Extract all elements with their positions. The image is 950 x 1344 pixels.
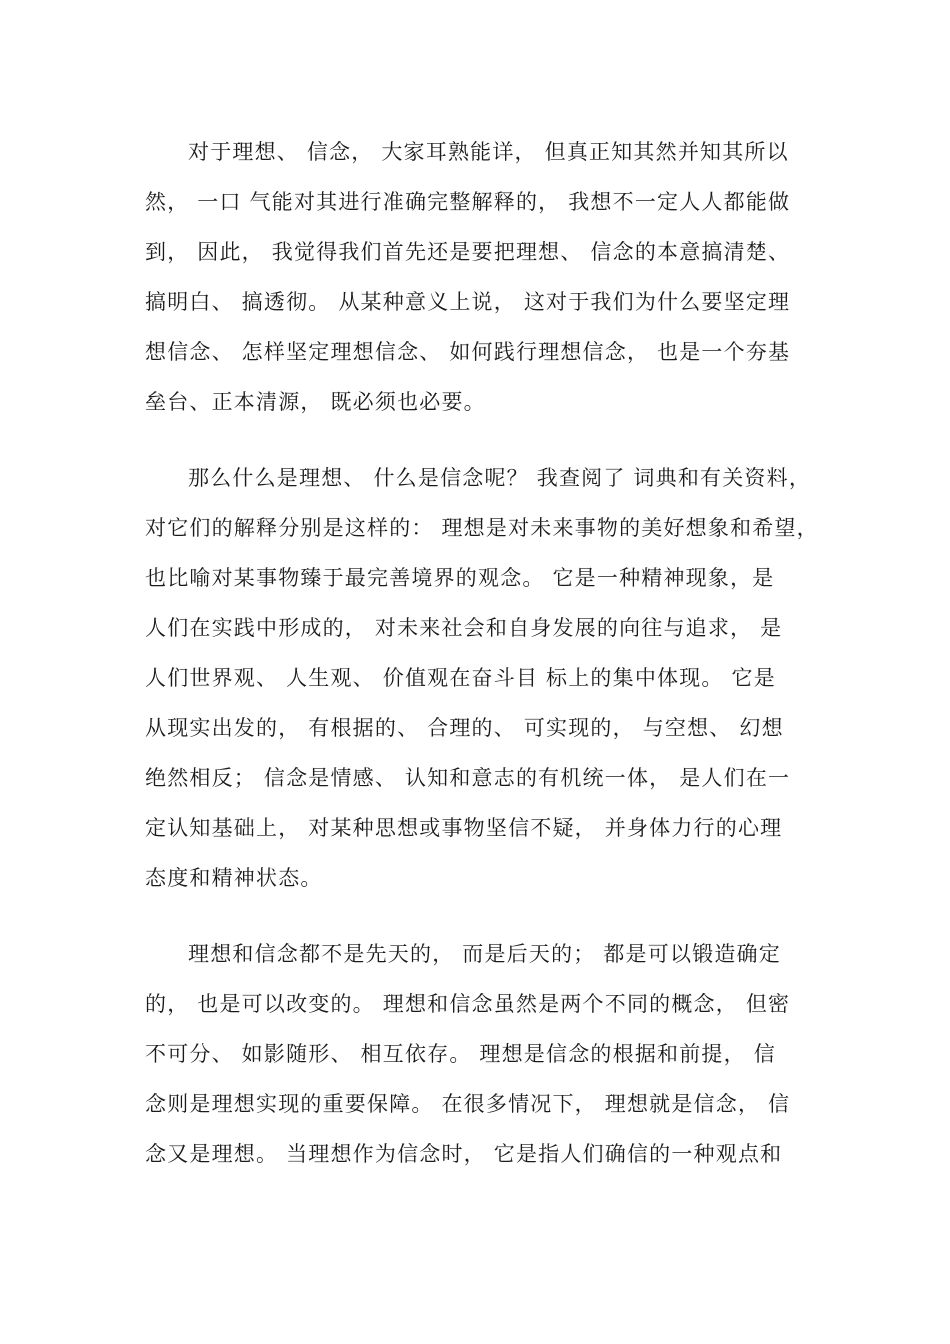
paragraph-line: 对于理想、 信念， 大家耳熟能详， 但真正知其然并知其所以 [188, 140, 789, 164]
paragraph-line: 人们在实践中形成的， 对未来社会和自身发展的向往与追求， 是 [145, 616, 783, 640]
paragraph-line: 对它们的解释分别是这样的： 理想是对未来事物的美好想象和希望， [145, 516, 819, 540]
paragraph-line: 到， 因此， 我觉得我们首先还是要把理想、 信念的本意搞清楚、 [145, 240, 791, 264]
paragraph-line: 从现实出发的， 有根据的、 合理的、 可实现的， 与空想、 幻想 [145, 716, 784, 740]
paragraph-line: 垒台、正本清源， 既必须也必要。 [145, 390, 486, 414]
paragraph-line: 念则是理想实现的重要保障。 在很多情况下， 理想就是信念， 信 [145, 1092, 791, 1116]
paragraph-line: 搞明白、 搞透彻。 从某种意义上说， 这对于我们为什么要坚定理 [145, 290, 791, 314]
paragraph-line: 也比喻对某事物臻于最完善境界的观念。 它是一种精神现象，是 [145, 566, 775, 590]
paragraph-line: 然， 一口 气能对其进行准确完整解释的， 我想不一定人人都能做 [145, 190, 791, 214]
paragraph-line: 不可分、 如影随形、 相互依存。 理想是信念的根据和前提， 信 [145, 1042, 776, 1066]
paragraph-line: 态度和精神状态。 [145, 866, 323, 890]
paragraph-line: 那么什么是理想、 什么是信念呢？ 我查阅了 词典和有关资料， [188, 466, 812, 490]
paragraph-line: 绝然相反； 信念是情感、 认知和意志的有机统一体， 是人们在一 [145, 766, 791, 790]
paragraph-line: 人们世界观、 人生观、 价值观在奋斗目 标上的集中体现。 它是 [145, 666, 776, 690]
paragraph-line: 想信念、 怎样坚定理想信念、 如何践行理想信念， 也是一个夯基 [145, 340, 791, 364]
paragraph-line: 定认知基础上， 对某种思想或事物坚信不疑， 并身体力行的心理 [145, 816, 783, 840]
paragraph-line: 念又是理想。 当理想作为信念时， 它是指人们确信的一种观点和 [145, 1142, 783, 1166]
paragraph-line: 理想和信念都不是先天的， 而是后天的； 都是可以锻造确定 [188, 942, 781, 966]
paragraph-line: 的， 也是可以改变的。 理想和信念虽然是两个不同的概念， 但密 [145, 992, 791, 1016]
